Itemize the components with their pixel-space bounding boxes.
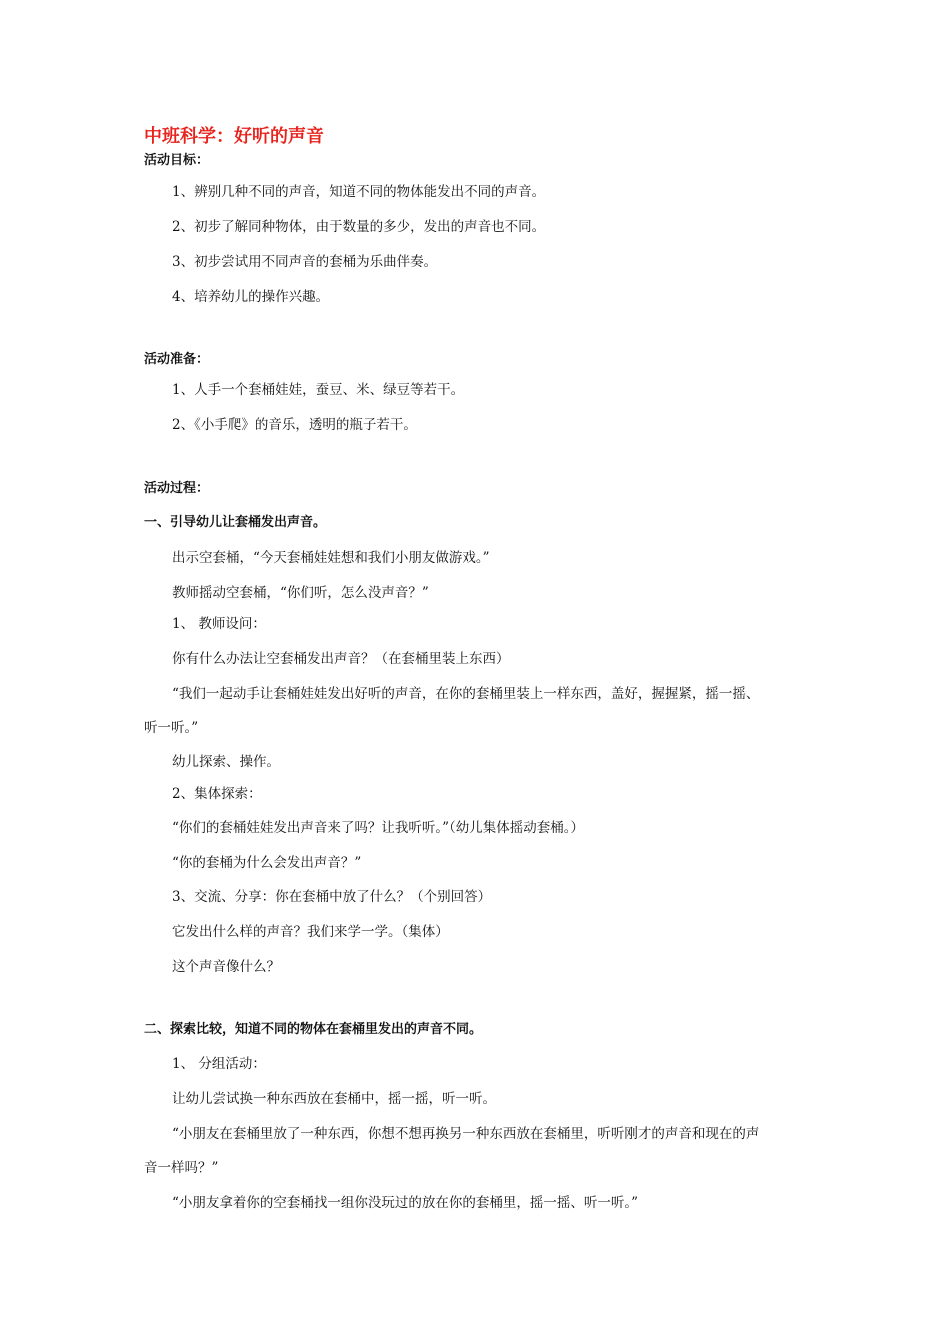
prep-item: 1、人手一个套桶娃娃，蚕豆、米、绿豆等若干。 [172,382,465,398]
process-line: 你有什么办法让空套桶发出声音？（在套桶里装上东西） [172,651,510,667]
goal-item: 3、初步尝试用不同声音的套桶为乐曲伴奏。 [172,254,438,270]
process-line: 1、 分组活动： [172,1056,266,1072]
process-line: 让幼儿尝试换一种东西放在套桶中，摇一摇，听一听。 [172,1091,496,1107]
process-line: 音一样吗？” [144,1160,219,1176]
document-title: 中班科学：好听的声音 [144,126,324,147]
section1-heading: 一、引导幼儿让套桶发出声音。 [144,515,327,530]
section2-heading: 二、探索比较，知道不同的物体在套桶里发出的声音不同。 [144,1022,483,1037]
goal-item: 4、培养幼儿的操作兴趣。 [172,289,330,305]
process-line: 出示空套桶，“今天套桶娃娃想和我们小朋友做游戏。” [172,550,490,566]
process-line: “我们一起动手让套桶娃娃发出好听的声音，在你的套桶里装上一样东西，盖好，握握紧，摇一摇、 [172,686,760,702]
process-line: 这个声音像什么？ [172,959,280,975]
goals-heading: 活动目标： [144,153,210,168]
process-line: “你们的套桶娃娃发出声音来了吗？让我听听。”（幼儿集体摇动套桶。） [172,820,585,836]
process-line: “小朋友拿着你的空套桶找一组你没玩过的放在你的套桶里，摇一摇、听一听。” [172,1195,639,1211]
prep-item: 2、《小手爬》的音乐，透明的瓶子若干。 [172,417,417,433]
goal-item: 1、辨别几种不同的声音，知道不同的物体能发出不同的声音。 [172,184,546,200]
prep-heading: 活动准备： [144,352,210,367]
process-line: 听一听。” [144,720,199,736]
process-line: 1、 教师设问： [172,616,266,632]
process-heading: 活动过程： [144,481,210,496]
process-line: 教师摇动空套桶，“你们听，怎么没声音？” [172,585,429,601]
process-line: 它发出什么样的声音？我们来学一学。（集体） [172,924,449,940]
process-line: “小朋友在套桶里放了一种东西，你想不想再换另一种东西放在套桶里，听听刚才的声音和现在的声 [172,1126,760,1142]
process-line: “你的套桶为什么会发出声音？” [172,855,362,871]
process-line: 3、交流、分享：你在套桶中放了什么？（个别回答） [172,889,492,905]
goal-item: 2、初步了解同种物体，由于数量的多少，发出的声音也不同。 [172,219,546,235]
process-line: 幼儿探索、操作。 [172,754,280,770]
process-line: 2、集体探索： [172,786,262,802]
